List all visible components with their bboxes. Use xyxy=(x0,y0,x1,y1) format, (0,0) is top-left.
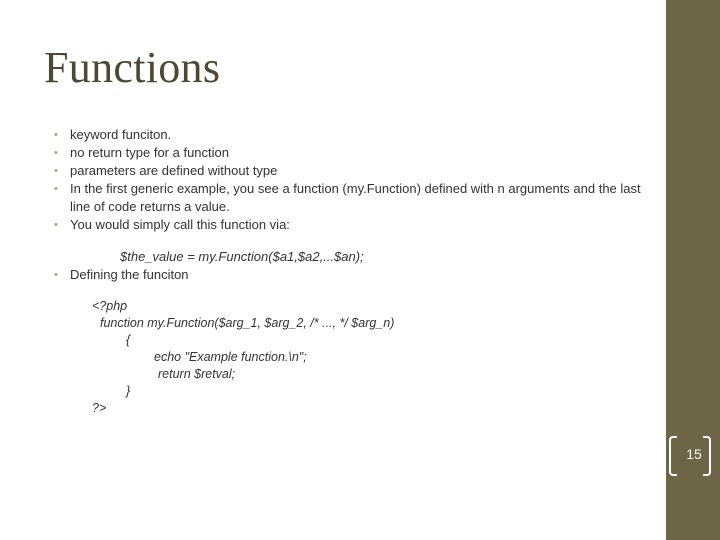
code-line: echo "Example function.\n"; xyxy=(154,350,307,364)
code-line: <?php xyxy=(92,299,128,313)
bullet-item: • Defining the funciton xyxy=(54,266,644,284)
code-block xyxy=(92,298,644,417)
bullet-list-example xyxy=(54,180,644,216)
page-number: 15 xyxy=(686,446,702,462)
slide-content xyxy=(54,126,644,417)
bullet-list-define xyxy=(54,266,644,284)
code-line: } xyxy=(126,384,131,398)
code-line: { xyxy=(126,333,131,347)
bullet-item: • no return type for a function xyxy=(54,144,644,162)
code-line: function my.Function($arg_1, $arg_2, /* ..., */ $arg_n) xyxy=(100,316,395,330)
code-line: return $retval; xyxy=(158,367,236,381)
slide-title: Functions xyxy=(44,43,221,92)
call-example: $the_value = my.Function($a1,$a2,...$an); xyxy=(120,249,364,264)
code-line: ?> xyxy=(92,401,107,415)
bullet-item: • In the first generic example, you see a function (my.Function) defined with n arguments and the last line of code returns a value. xyxy=(54,180,644,216)
bullet-list-properties xyxy=(54,126,644,180)
bullet-list-call xyxy=(54,216,644,234)
bullet-item: • You would simply call this function via: xyxy=(54,216,644,234)
bullet-item: • parameters are defined without type xyxy=(54,162,644,180)
page-number-bracket-left xyxy=(669,436,677,476)
bullet-item: • keyword funciton. xyxy=(54,126,644,144)
